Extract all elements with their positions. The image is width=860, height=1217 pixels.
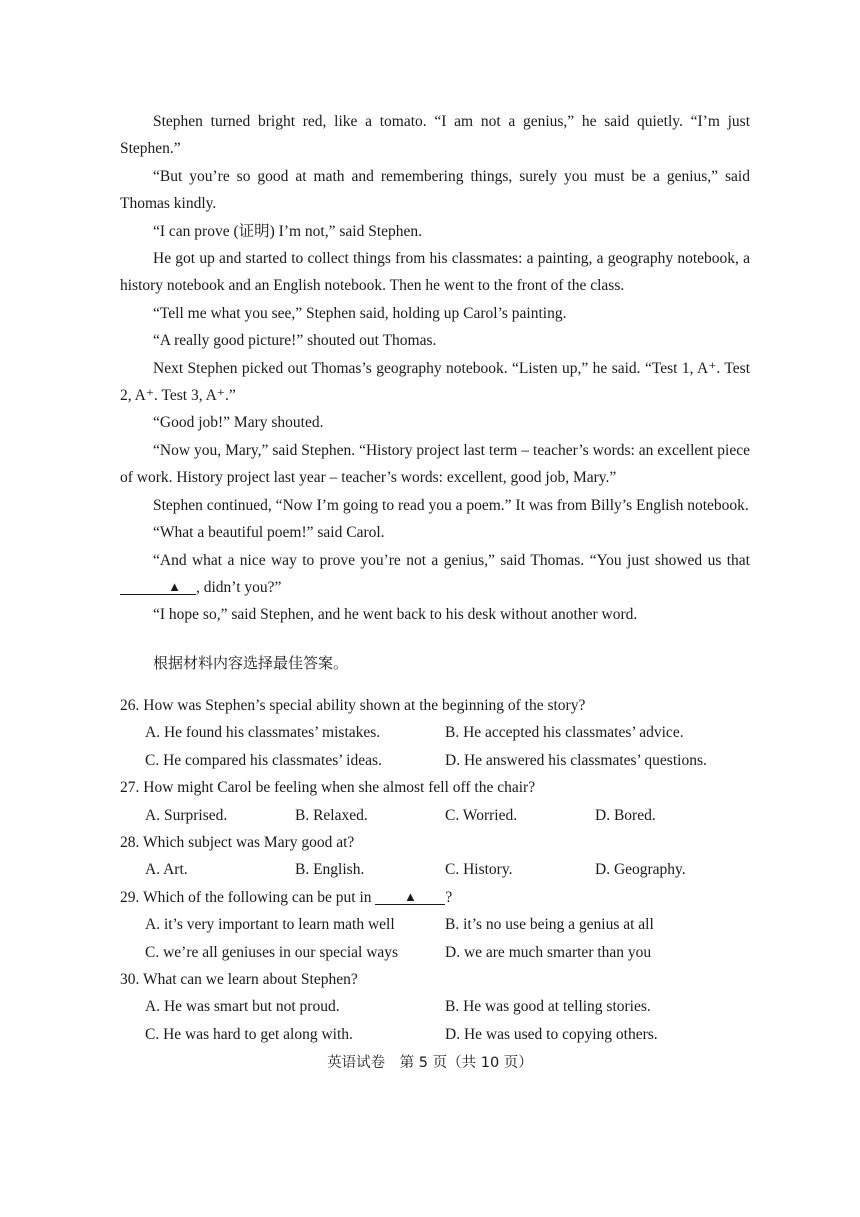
question-27 [120, 774, 760, 829]
options-row [145, 856, 760, 883]
paragraph: “Now you, Mary,” said Stephen. “History project last term – teacher’s words: an excellent piece of work. History project last year – teacher’s words: excellent, good job, Mary.” [120, 441, 750, 487]
paragraph: “Tell me what you see,” Stephen said, holding up Carol’s painting. [153, 304, 567, 322]
option-d[interactable]: D. we are much smarter than you [445, 943, 652, 961]
option-d[interactable]: D. He was used to copying others. [445, 1025, 658, 1043]
option-a[interactable]: A. Surprised. [145, 806, 228, 824]
option-c[interactable]: C. He was hard to get along with. [145, 1025, 353, 1043]
options-row [145, 939, 760, 966]
option-b[interactable]: B. it’s no use being a genius at all [445, 916, 654, 934]
answer-blank [375, 890, 445, 905]
paragraph: Next Stephen picked out Thomas’s geography notebook. “Listen up,” he said. “Test 1, A⁺. Test 2, A⁺. Test 3, A⁺.” [120, 359, 750, 405]
option-a[interactable]: A. He was smart but not proud. [145, 998, 340, 1016]
option-c[interactable]: C. we’re all geniuses in our special ways [145, 943, 399, 961]
question-list [120, 692, 760, 1048]
options-row [145, 747, 760, 774]
option-a[interactable]: A. Art. [145, 861, 188, 879]
options-row [145, 802, 760, 829]
option-c[interactable]: C. Worried. [445, 806, 518, 824]
question-29 [120, 884, 760, 966]
paragraph: He got up and started to collect things from his classmates: a painting, a geography notebook, a history notebook and an English notebook. Then he went to the front of the class. [120, 250, 750, 295]
question-26 [120, 692, 760, 774]
reading-passage [120, 108, 750, 629]
question-stem: 27. How might Carol be feeling when she almost fell off the chair? [120, 779, 536, 797]
paragraph: “I hope so,” said Stephen, and he went back to his desk without another word. [153, 606, 638, 624]
option-b[interactable]: B. Relaxed. [295, 806, 368, 824]
option-c[interactable]: C. He compared his classmates’ ideas. [145, 751, 382, 769]
option-a[interactable]: A. it’s very important to learn math well [145, 916, 395, 934]
option-b[interactable]: B. He accepted his classmates’ advice. [445, 724, 684, 742]
option-b[interactable]: B. He was good at telling stories. [445, 998, 651, 1016]
option-d[interactable]: D. Geography. [595, 861, 686, 879]
option-c[interactable]: C. History. [445, 861, 513, 879]
paragraph: “I can prove (证明) I’m not,” said Stephen. [153, 222, 423, 240]
question-stem: 28. Which subject was Mary good at? [120, 833, 355, 851]
options-row [145, 1021, 760, 1048]
paragraph: “Good job!” Mary shouted. [153, 414, 324, 432]
blank-text-after: , didn’t you?” [196, 578, 282, 596]
paragraph: Stephen continued, “Now I’m going to read you a poem.” It was from Billy’s English notebook. [153, 496, 749, 514]
options-row [145, 993, 760, 1020]
paragraph: “But you’re so good at math and remembering things, surely you must be a genius,” said Thomas kindly. [120, 167, 750, 213]
options-row [145, 719, 760, 746]
instruction: 根据材料内容选择最佳答案。 [153, 654, 349, 672]
triangle-marker-icon: ▲ [403, 888, 417, 904]
page-footer: 英语试卷 第 5 页（共 10 页） [327, 1055, 533, 1071]
triangle-marker-icon: ▲ [168, 578, 181, 594]
question-stem-text: 29. Which of the following can be put in [120, 888, 372, 906]
answer-blank [120, 580, 196, 595]
paragraph: Stephen turned bright red, like a tomato. “I am not a genius,” he said quietly. “I’m just Stephen.” [120, 113, 750, 158]
options-row [145, 911, 760, 938]
option-d[interactable]: D. He answered his classmates’ questions. [445, 751, 707, 769]
question-30 [120, 966, 760, 1048]
blank-text-before: “And what a nice way to prove you’re not a genius,” said Thomas. “You just showed us that [153, 551, 750, 569]
question-stem-end: ? [445, 888, 453, 906]
question-stem: 30. What can we learn about Stephen? [120, 970, 358, 988]
question-28 [120, 829, 760, 884]
option-b[interactable]: B. English. [295, 861, 365, 879]
paragraph: “A really good picture!” shouted out Thomas. [153, 332, 437, 350]
question-stem: 26. How was Stephen’s special ability shown at the beginning of the story? [120, 697, 586, 714]
option-d[interactable]: D. Bored. [595, 806, 656, 824]
paragraph-with-blank [120, 547, 750, 602]
question-stem [120, 884, 760, 911]
paragraph: “What a beautiful poem!” said Carol. [153, 524, 385, 542]
option-a[interactable]: A. He found his classmates’ mistakes. [145, 724, 381, 742]
